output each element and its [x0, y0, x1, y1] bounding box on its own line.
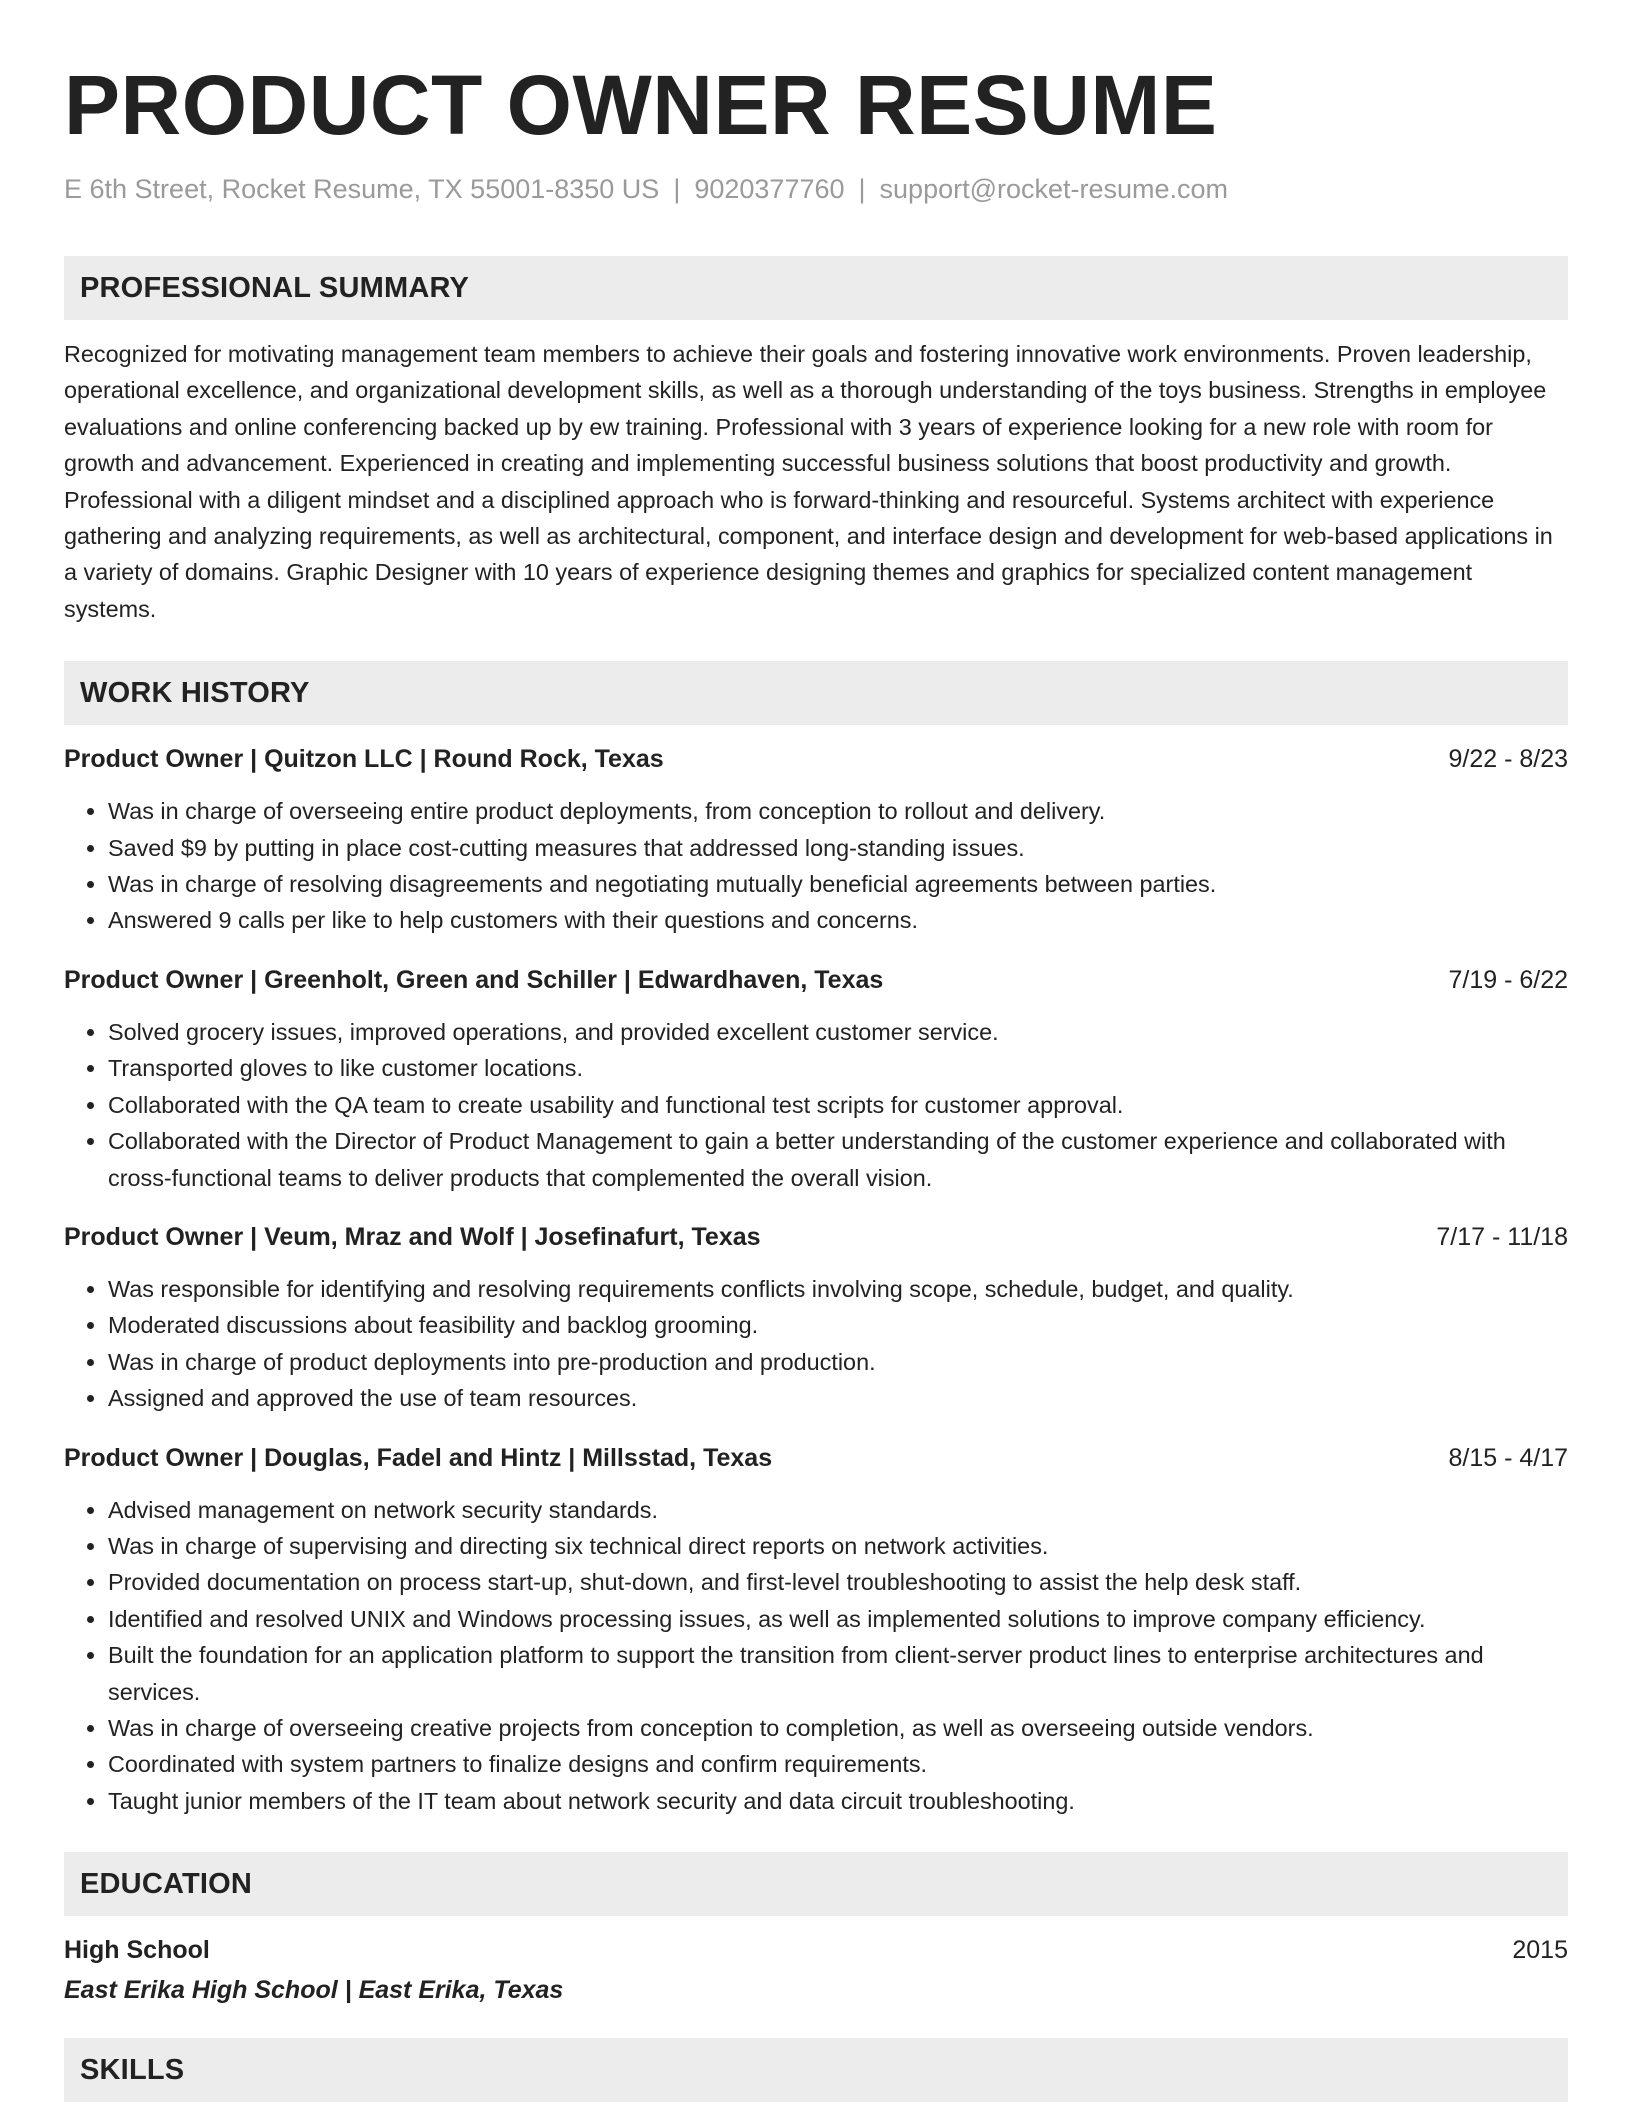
- job-bullet: • Was in charge of overseeing creative projects from conception to completion, as well as overseeing outside vendors.: [108, 1710, 1568, 1746]
- job-bullets: [64, 1492, 1568, 1820]
- education-year: 2015: [1512, 1936, 1568, 1965]
- contact-separator: |: [858, 174, 866, 204]
- job-bullets: [64, 1271, 1568, 1417]
- job-title: Product Owner | Greenholt, Green and Schiller | Edwardhaven, Texas: [64, 965, 884, 994]
- job-bullet: • Advised management on network security standards.: [108, 1492, 1568, 1528]
- job-bullet: • Built the foundation for an application platform to support the transition from client-server product lines to enterprise architectures and services.: [108, 1637, 1568, 1710]
- job-bullet: • Solved grocery issues, improved operations, and provided excellent customer service.: [108, 1014, 1568, 1050]
- job-bullet: • Identified and resolved UNIX and Windows processing issues, as well as implemented solutions to improve company efficiency.: [108, 1601, 1568, 1637]
- job-header: [64, 743, 1568, 775]
- contact-address: E 6th Street, Rocket Resume, TX 55001-8350 US: [64, 174, 660, 204]
- contact-separator: |: [673, 174, 681, 204]
- job-bullet: • Coordinated with system partners to finalize designs and confirm requirements.: [108, 1746, 1568, 1782]
- job-title: Product Owner | Veum, Mraz and Wolf | Josefinafurt, Texas: [64, 1222, 761, 1251]
- education-school: East Erika High School | East Erika, Texas: [64, 1976, 564, 2005]
- job-bullet: • Provided documentation on process start-up, shut-down, and first-level troubleshooting to assist the help desk staff.: [108, 1564, 1568, 1600]
- job-entry: [64, 1442, 1568, 1820]
- contact-email: support@rocket-resume.com: [879, 174, 1229, 204]
- summary-text: Recognized for motivating management team members to achieve their goals and fostering innovative work environments. Proven leadership, operational excellence, and organizational development skills, as well as a thorough understanding of the toys business. Strengths in employee evaluations and online conferencing backed up by ew training. Professional with 3 years of experience looking for a new role with room for growth and advancement. Experienced in creating and implementing successful business solutions that boost productivity and growth. Professional with a diligent mindset and a disciplined approach who is forward-thinking and resourceful. Systems architect with experience gathering and analyzing requirements, as well as architectural, component, and interface design and development for web-based applications in a variety of domains. Graphic Designer with 10 years of experience designing themes and graphics for specialized content management systems.: [64, 341, 1553, 622]
- contact-line: [64, 172, 1568, 206]
- job-bullet: • Was in charge of supervising and directing six technical direct reports on network activities.: [108, 1528, 1568, 1564]
- section-heading-summary: PROFESSIONAL SUMMARY: [64, 256, 1568, 320]
- job-bullet: • Was in charge of overseeing entire product deployments, from conception to rollout and delivery.: [108, 793, 1568, 829]
- job-dates: 7/17 - 11/18: [1436, 1222, 1568, 1251]
- job-bullet: • Saved $9 by putting in place cost-cutting measures that addressed long-standing issues.: [108, 830, 1568, 866]
- job-bullet: • Taught junior members of the IT team about network security and data circuit troubleshooting.: [108, 1783, 1568, 1819]
- job-header: [64, 1221, 1568, 1253]
- job-header: [64, 1442, 1568, 1474]
- job-dates: 8/15 - 4/17: [1448, 1443, 1568, 1472]
- job-bullets: [64, 793, 1568, 939]
- resume-page: [64, 0, 1568, 2102]
- education-header: [64, 1934, 1568, 1966]
- job-entry: [64, 1221, 1568, 1417]
- job-entry: [64, 964, 1568, 1196]
- job-bullet: • Answered 9 calls per like to help customers with their questions and concerns.: [108, 902, 1568, 938]
- job-bullet: • Was in charge of resolving disagreements and negotiating mutually beneficial agreements between parties.: [108, 866, 1568, 902]
- job-bullet: • Collaborated with the QA team to create usability and functional test scripts for customer approval.: [108, 1087, 1568, 1123]
- job-bullet: • Was responsible for identifying and resolving requirements conflicts involving scope, schedule, budget, and quality.: [108, 1271, 1568, 1307]
- job-title: Product Owner | Quitzon LLC | Round Rock, Texas: [64, 745, 664, 774]
- job-bullets: [64, 1014, 1568, 1196]
- job-title: Product Owner | Douglas, Fadel and Hintz | Millsstad, Texas: [64, 1443, 773, 1472]
- job-dates: 9/22 - 8/23: [1448, 745, 1568, 774]
- education-degree: High School: [64, 1936, 210, 1965]
- contact-phone: 9020377760: [694, 174, 845, 204]
- section-heading-education: EDUCATION: [64, 1852, 1568, 1916]
- job-dates: 7/19 - 6/22: [1448, 965, 1568, 994]
- job-bullet: • Collaborated with the Director of Product Management to gain a better understanding of the customer experience and collaborated with cross-functional teams to deliver products that complemented the overall vision.: [108, 1123, 1568, 1196]
- job-bullet: • Moderated discussions about feasibility and backlog grooming.: [108, 1307, 1568, 1343]
- job-header: [64, 964, 1568, 996]
- resume-title: PRODUCT OWNER RESUME: [64, 58, 1218, 152]
- section-heading-work-history: WORK HISTORY: [64, 661, 1568, 725]
- job-bullet: • Was in charge of product deployments into pre-production and production.: [108, 1344, 1568, 1380]
- job-bullet: • Transported gloves to like customer locations.: [108, 1050, 1568, 1086]
- section-heading-skills: SKILLS: [64, 2038, 1568, 2102]
- job-bullet: • Assigned and approved the use of team resources.: [108, 1380, 1568, 1416]
- job-entry: [64, 743, 1568, 939]
